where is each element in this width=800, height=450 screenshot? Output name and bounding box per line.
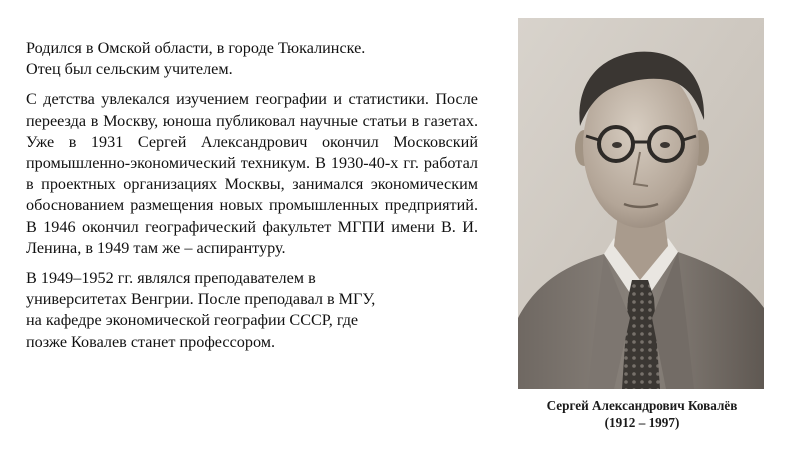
paragraph-line: университетах Венгрии. После преподавал в МГУ, bbox=[26, 290, 376, 309]
caption-name: Сергей Александрович Ковалёв bbox=[546, 398, 738, 413]
paragraph-line: позже Ковалев станет профессором. bbox=[26, 332, 276, 351]
paragraph-line: В 1949–1952 гг. являлся преподавателем в bbox=[26, 269, 316, 288]
caption-years: (1912 – 1997) bbox=[604, 415, 680, 430]
biography-text bbox=[26, 38, 478, 362]
paragraph-line: Отец был сельским учителем. bbox=[26, 60, 233, 79]
paragraph-line: Родился в Омской области, в городе Тюкалинске. bbox=[26, 39, 366, 57]
paragraph-birth bbox=[26, 38, 478, 80]
paragraph-line: на кафедре экономической географии СССР, где bbox=[26, 311, 359, 330]
portrait-photo bbox=[518, 18, 764, 389]
paragraph-career: С детства увлекался изучением географии и статистики. После переезда в Москву, юноша публиковал научные статьи в газетах. Уже в 1931 Сергей Александрович окончил Московский промышленно-экономический техникум. В 1930-40-х гг. работал в проектных организациях Москвы, занимался экономическим обоснованием размещения новых промышленных предприятий. В 1946 окончил географический факультет МГПИ имени В. И. Ленина, в 1949 там же – аспирантуру. bbox=[26, 90, 478, 257]
portrait-illustration bbox=[518, 18, 764, 389]
paragraph-teaching bbox=[26, 268, 478, 353]
portrait-caption bbox=[500, 397, 784, 431]
